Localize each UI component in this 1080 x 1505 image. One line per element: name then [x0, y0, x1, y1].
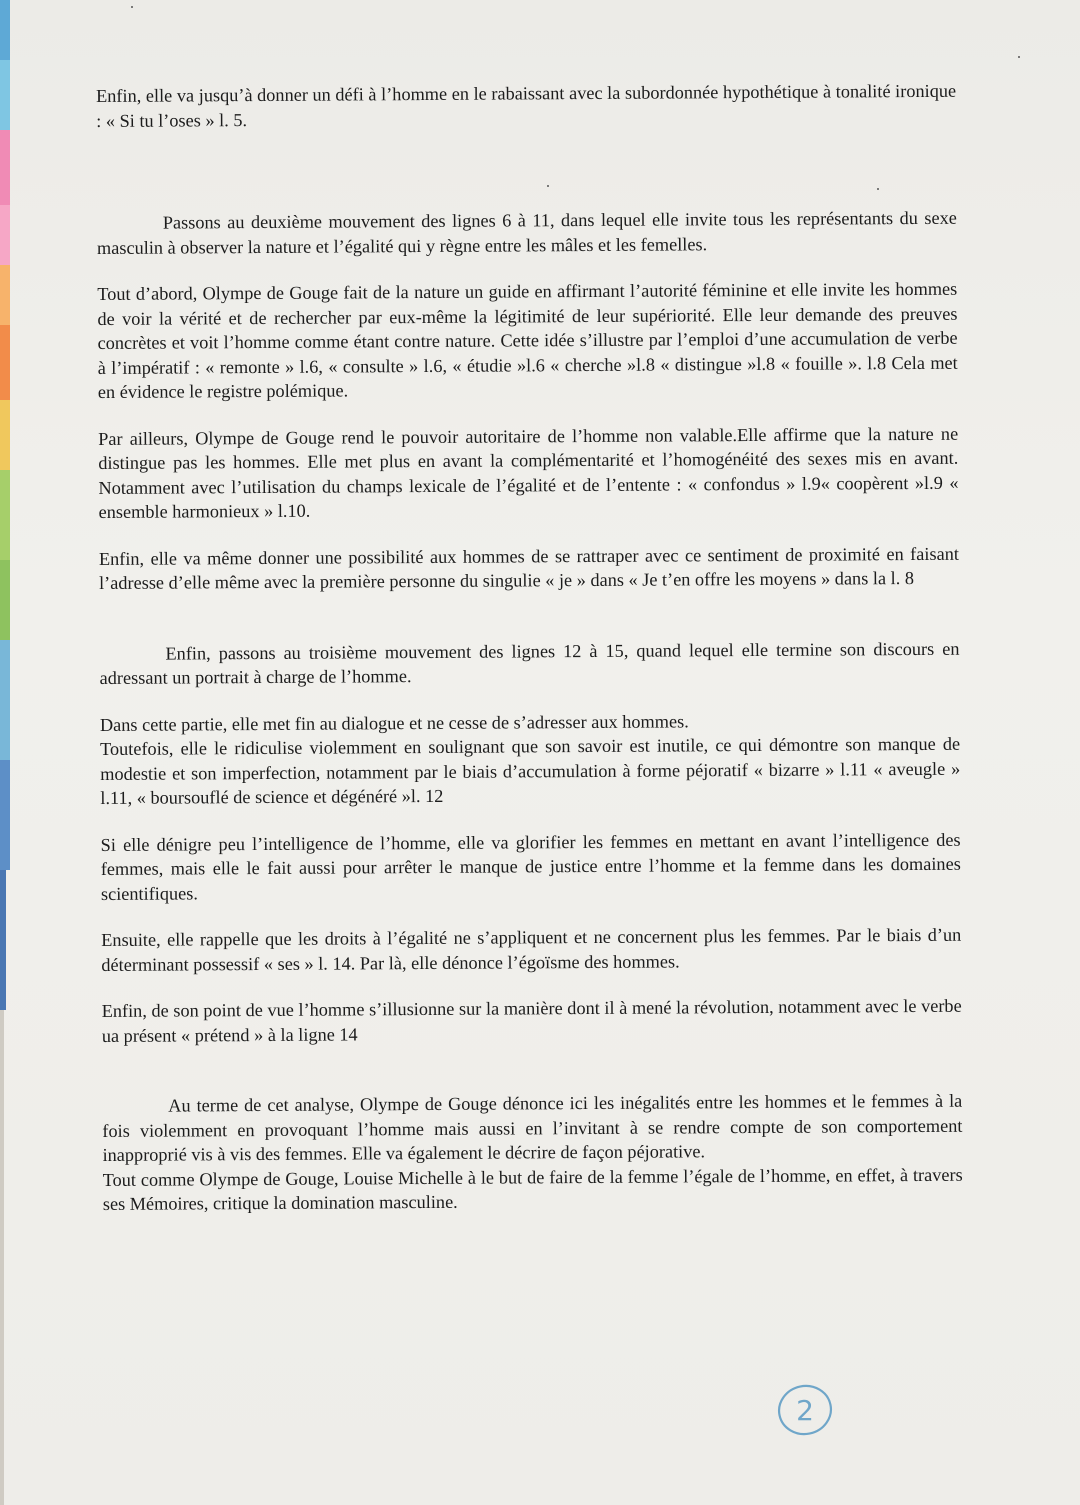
paragraph: Tout d’abord, Olympe de Gouge fait de la nature un guide en affirmant l’autorité féminine et elle invite les hommes de voir la vérité et de rechercher par eux-même la légitimité de leur supériorité. Elle leur demande des preuves concrètes et voit l’homme comme étant contre nature. Cette idée s’illustre par l’emploi d’une accumulation de verbe à l’impératif : « remonte » l.6, « consulte » l.6, « étudie »l.6 « cherche »l.8 « distingue »l.8 « fouille ». l.8 Cela met en évidence le registre polémique. — [97, 278, 958, 402]
paragraph: Tout comme Olympe de Gouge, Louise Michelle à le but de faire de la femme l’égale de l’homme, en effet, à travers ses Mémoires, critique la domination masculine. — [102, 1164, 963, 1214]
speck — [131, 6, 133, 8]
paragraph: Passons au deuxième mouvement des lignes 6 à 11, dans lequel elle invite tous les représentants du sexe masculin à observer la nature et l’égalité qui y règne entre les mâles et les femelles. — [96, 207, 957, 258]
page-number-text: 2 — [796, 1394, 814, 1427]
binder-tabs — [0, 0, 12, 1505]
page-number — [770, 1378, 840, 1438]
speck — [1018, 56, 1020, 58]
paragraph: Enfin, passons au troisième mouvement des lignes 12 à 15, quand lequel elle termine son discours en adressant un portrait à charge de l’homme. — [99, 638, 960, 688]
paragraph: Par ailleurs, Olympe de Gouge rend le pouvoir autoritaire de l’homme non valable.Elle affirme que la nature ne distingue pas les hommes. Elle met plus en avant la complémentarité et l’homogénéité des sexes mis en avant. Notamment avec l’utilisation du champs lexicale de l’égalité et de l’entente : « confondus » l.9« coopèrent »l.9 « ensemble harmonieux » l.10. — [98, 423, 959, 522]
circled-page-number — [770, 1378, 840, 1438]
paragraph: Dans cette partie, elle met fin au dialogue et ne cesse de s’adresser aux hommes. — [99, 710, 689, 735]
paragraph: Toutefois, elle le ridiculise violemment en soulignant que son savoir est inutile, ce qui démontre son manque de modestie et son imperfection, notamment par le biais d’accumulation à forme péjoratif « bizarre » l.11 « aveugle » l.11, « boursouflé de science et dégénéré »l. 12 — [100, 733, 961, 808]
document-body — [96, 79, 963, 1239]
paragraph: Au terme de cet analyse, Olympe de Gouge dénonce ici les inégalités entre les hommes et le femmes à la fois violemment en provoquant l’homme mais aussi en l’invitant à se rendre compte de son comportement inapproprié vis à vis des femmes. Elle va également le décrire de façon péjorative. — [102, 1090, 963, 1165]
paragraph: Enfin, de son point de vue l’homme s’illusionne sur la manière dont il à mené la révolution, notamment avec le verbe ua présent « prétend » à la ligne 14 — [101, 995, 962, 1046]
paragraph: Si elle dénigre peu l’intelligence de l’homme, elle va glorifier les femmes en mettant en avant l’intelligence des femmes, mais elle le fait aussi pour arrêter le manque de justice entre l’homme et la femme dans les domaines scientifiques. — [100, 829, 961, 904]
paragraph: Enfin, elle va même donner une possibilité aux hommes de se rattraper avec ce sentiment de proximité en faisant l’adresse d’elle même avec la première personne du singulie « je » dans « Je t’en offre les moyens » dans la l. 8 — [98, 543, 959, 593]
paragraph: Ensuite, elle rappelle que les droits à l’égalité ne s’appliquent et ne concernent plus les femmes. Par le biais d’un déterminant possessif « ses » l. 14. Par là, elle dénonce l’égoïsme des hommes. — [101, 924, 962, 975]
paragraph: Enfin, elle va jusqu’à donner un défi à l’homme en le rabaissant avec la subordonnée hypothétique à tonalité ironique : « Si tu l’oses » l. 5. — [96, 80, 957, 131]
